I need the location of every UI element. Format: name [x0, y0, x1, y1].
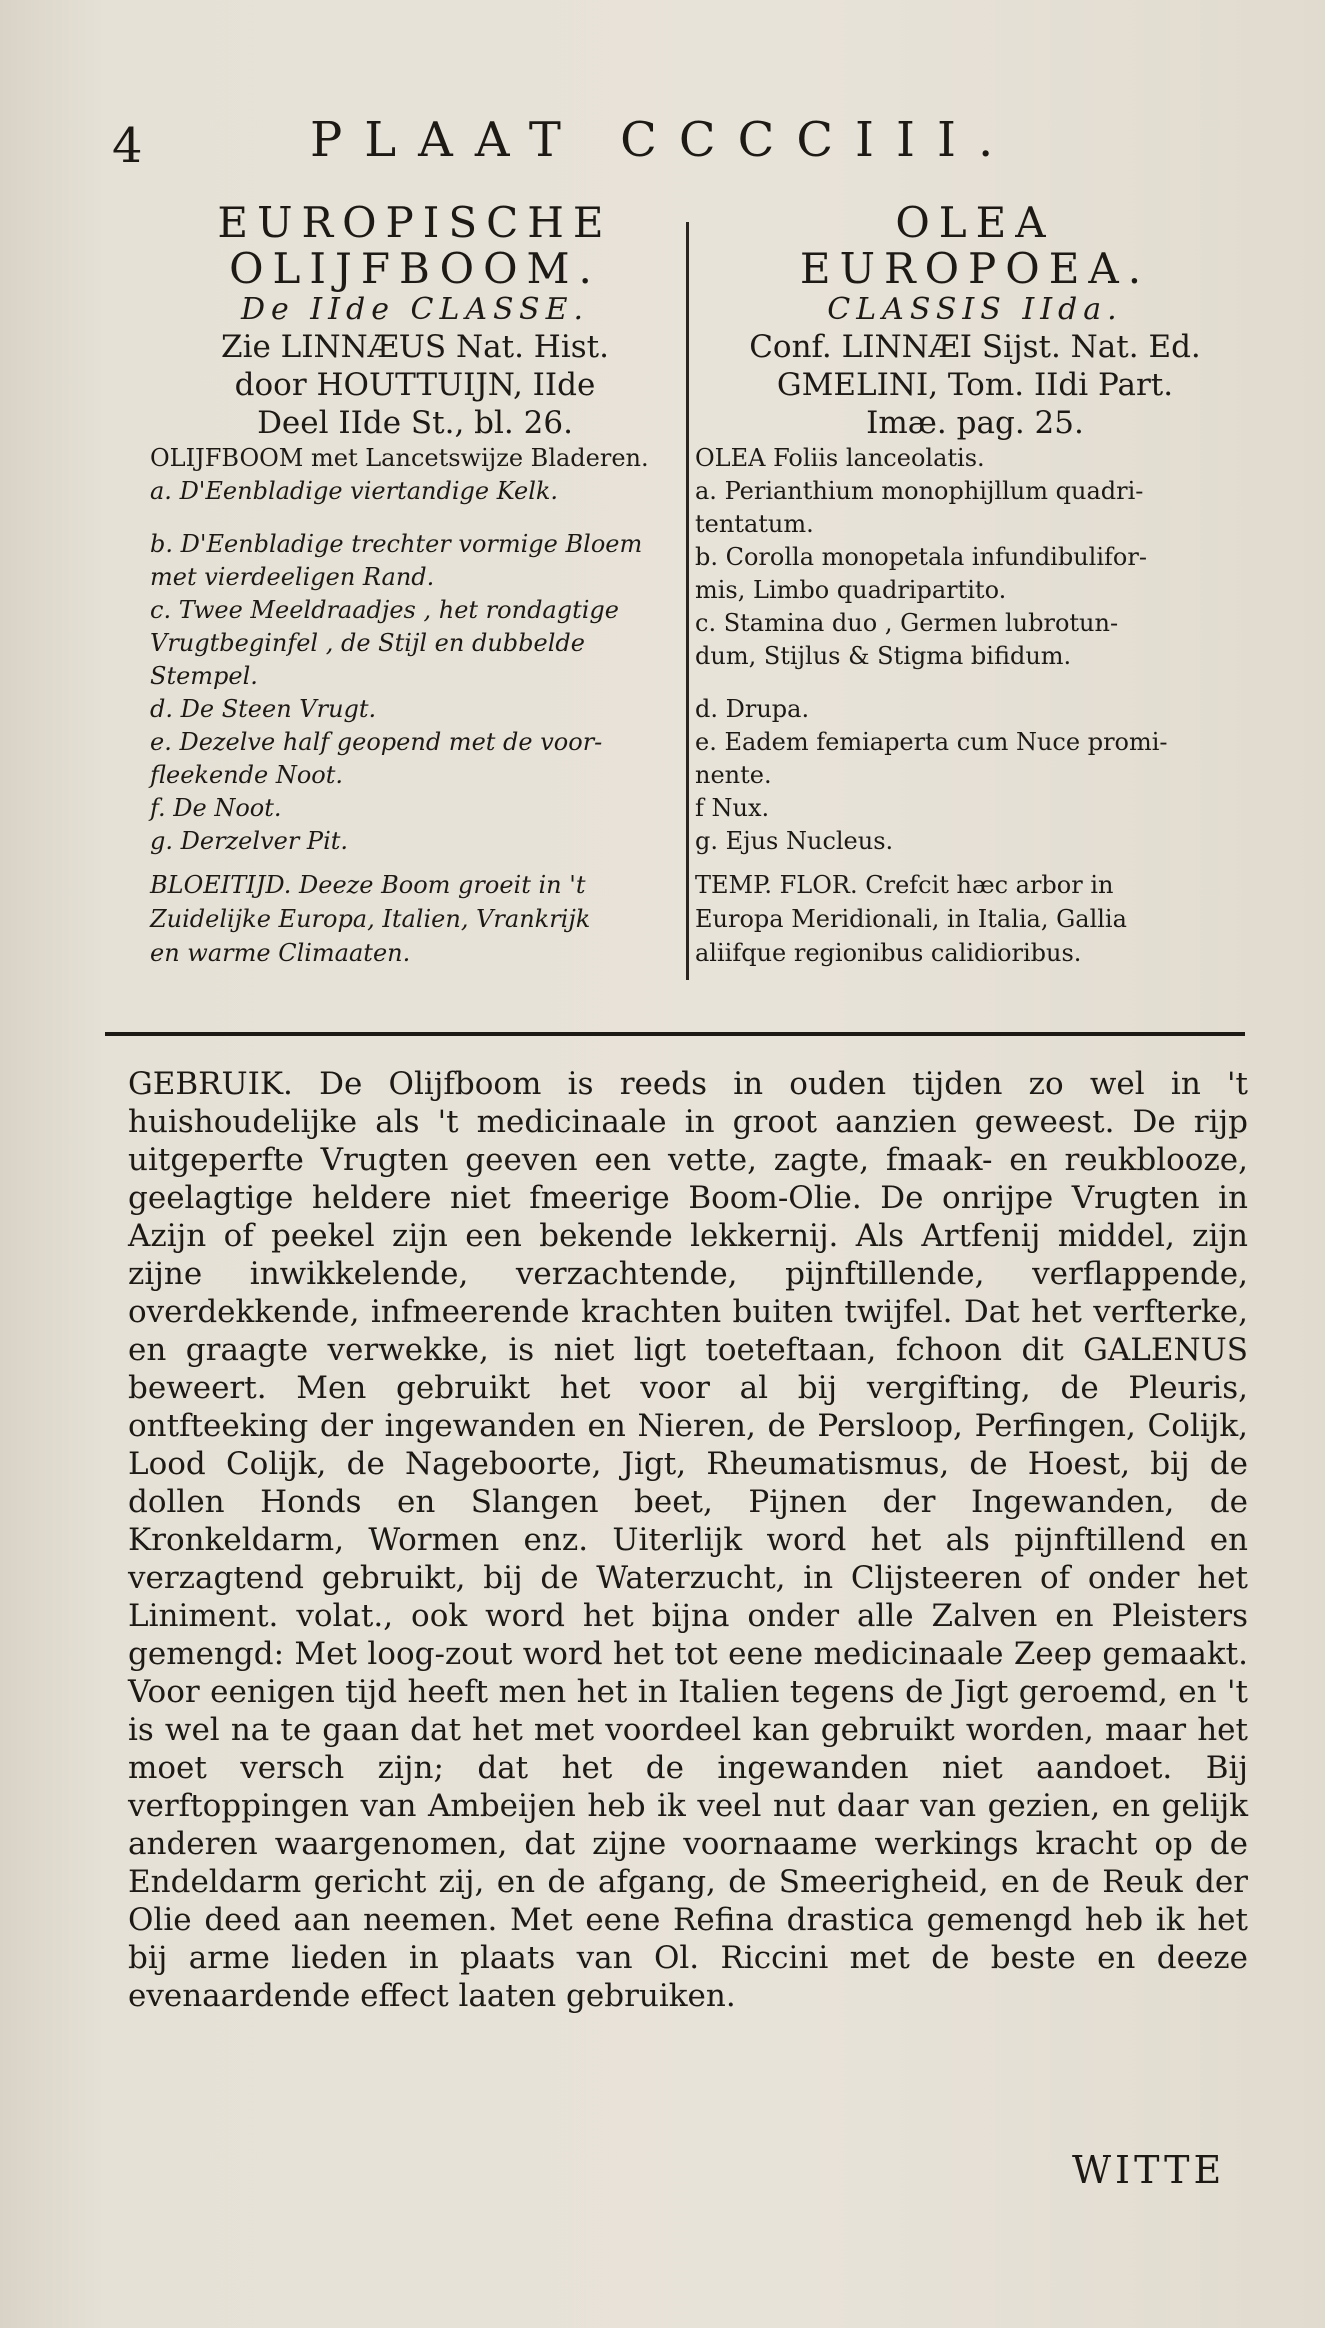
dutch-flowering-line: Zuidelijke Europa, Italien, Vrankrijk	[150, 905, 591, 933]
dutch-line: Stempel.	[150, 662, 258, 690]
latin-ref-2: GMELINI, Tom. IIdi Part.	[776, 367, 1174, 403]
latin-line: e. Eadem femiaperta cum Nuce promi-	[695, 728, 1168, 756]
latin-line: OLEA Foliis lanceolatis.	[695, 444, 985, 472]
dutch-line: g. Derzelver Pit.	[150, 827, 349, 855]
dutch-line: met vierdeeligen Rand.	[150, 563, 435, 591]
latin-flowering-line: Europa Meridionali, in Italia, Gallia	[695, 905, 1127, 933]
latin-line: d. Drupa.	[695, 695, 810, 723]
dutch-line: a. D'Eenbladige viertandige Kelk.	[150, 477, 559, 505]
dutch-flowering-line: en warme Climaaten.	[150, 939, 411, 967]
dutch-line: fleekende Noot.	[150, 761, 343, 789]
dutch-line: d. De Steen Vrugt.	[150, 695, 377, 723]
latin-line: a. Perianthium monophijllum quadri-	[695, 477, 1144, 505]
latin-flowering-line: TEMP. FLOR. Crefcit hæc arbor in	[695, 871, 1114, 899]
dutch-ref-2: door HOUTTUIJN, IIde	[234, 367, 596, 403]
latin-line: b. Corolla monopetala infundibulifor-	[695, 543, 1147, 571]
dutch-line: Vrugtbeginfel , de Stijl en dubbelde	[150, 629, 585, 657]
section-rule	[105, 1032, 1245, 1036]
latin-title-2: EUROPOEA.	[799, 244, 1151, 293]
usage-text	[128, 1065, 1248, 2015]
latin-line: nente.	[695, 761, 772, 789]
latin-line: f Nux.	[695, 794, 770, 822]
dutch-line: f. De Noot.	[150, 794, 282, 822]
dutch-line: OLIJFBOOM met Lancetswijze Bladeren.	[150, 444, 649, 472]
dutch-ref-1: Zie LINNÆUS Nat. Hist.	[221, 329, 609, 365]
dutch-line: b. D'Eenbladige trechter vormige Bloem	[150, 530, 643, 558]
latin-column	[695, 200, 1255, 970]
latin-classis: CLASSIS IIda.	[827, 292, 1123, 327]
catchword: WITTE	[1072, 2148, 1226, 2192]
dutch-title-2: OLIJFBOOM.	[229, 244, 601, 293]
latin-ref-1: Conf. LINNÆI Sijst. Nat. Ed.	[749, 329, 1201, 365]
dutch-flowering-line: BLOEITIJD. Deeze Boom groeit in 't	[150, 871, 586, 899]
latin-title-1: OLEA	[895, 198, 1055, 247]
latin-line: tentatum.	[695, 510, 814, 538]
latin-line: dum, Stijlus & Stigma bifidum.	[695, 642, 1072, 670]
dutch-title-1: EUROPISCHE	[217, 198, 613, 247]
latin-flowering	[695, 868, 1255, 970]
dutch-column	[150, 200, 680, 970]
latin-flowering-line: aliifque regionibus calidioribus.	[695, 939, 1082, 967]
page-number: 4	[112, 118, 143, 174]
latin-line: mis, Limbo quadripartito.	[695, 576, 1007, 604]
dutch-line: e. Dezelve half geopend met de voor-	[150, 728, 603, 756]
usage-paragraph: GEBRUIK. De Olijfboom is reeds in ouden tijden zo wel in 't huishoudelijke als 't medicinaale in groot aanzien geweest. De rijp uitgeperfte Vrugten geeven een vette, zagte, fmaak- en reukblooze, geelagtige heldere niet fmeerige Boom-Olie. De onrijpe Vrugten in Azijn of peekel zijn een bekende lekkernij. Als Artfenij middel, zijn zijne inwikkelende, verzachtende, pijnftillende, verflappende, overdekkende, infmeerende krachten buiten twijfel. Dat het verfterke, en graagte verwekke, is niet ligt toeteftaan, fchoon dit GALENUS beweert. Men gebruikt het voor al bij vergifting, de Pleuris, ontfteeking der ingewanden en Nieren, de Persloop, Perfingen, Colijk, Lood Colijk, de Nageboorte, Jigt, Rheumatismus, de Hoest, bij de dollen Honds en Slangen beet, Pijnen der Ingewanden, de Kronkeldarm, Wormen enz. Uiterlijk word het als pijnftillend en verzagtend gebruikt, bij de Waterzucht, in Clijsteeren of onder het Liniment. volat., ook word het bijna onder alle Zalven en Pleisters gemengd: Met loog-zout word het tot eene medicinaale Zeep gemaakt. Voor eenigen tijd heeft men het in Italien tegens de Jigt geroemd, en 't is wel na te gaan dat het met voordeel kan gebruikt worden, maar het moet versch zijn; dat het de ingewanden niet aandoet. Bij verftoppingen van Ambeijen heb ik veel nut daar van gezien, en gelijk anderen waargenomen, dat zijne voornaame werkings kracht op de Endeldarm gericht zij, en de afgang, de Smeerigheid, en de Reuk der Olie deed aan neemen. Met eene Refina drastica gemengd heb ik het bij arme lieden in plaats van Ol. Riccini met de beste en deeze evenaardende effect laaten gebruiken.	[128, 1066, 1248, 2014]
dutch-ref-3: Deel IIde St., bl. 26.	[257, 405, 573, 441]
latin-ref-3: Imæ. pag. 25.	[866, 405, 1084, 441]
dutch-flowering	[150, 868, 680, 970]
plate-title: PLAAT CCCCIII.	[310, 112, 1016, 168]
dutch-classe: De IIde CLASSE.	[240, 292, 590, 327]
latin-line: g. Ejus Nucleus.	[695, 827, 894, 855]
column-divider	[686, 222, 689, 980]
dutch-line: c. Twee Meeldraadjes , het rondagtige	[150, 596, 619, 624]
latin-line: c. Stamina duo , Germen lubrotun-	[695, 609, 1119, 637]
